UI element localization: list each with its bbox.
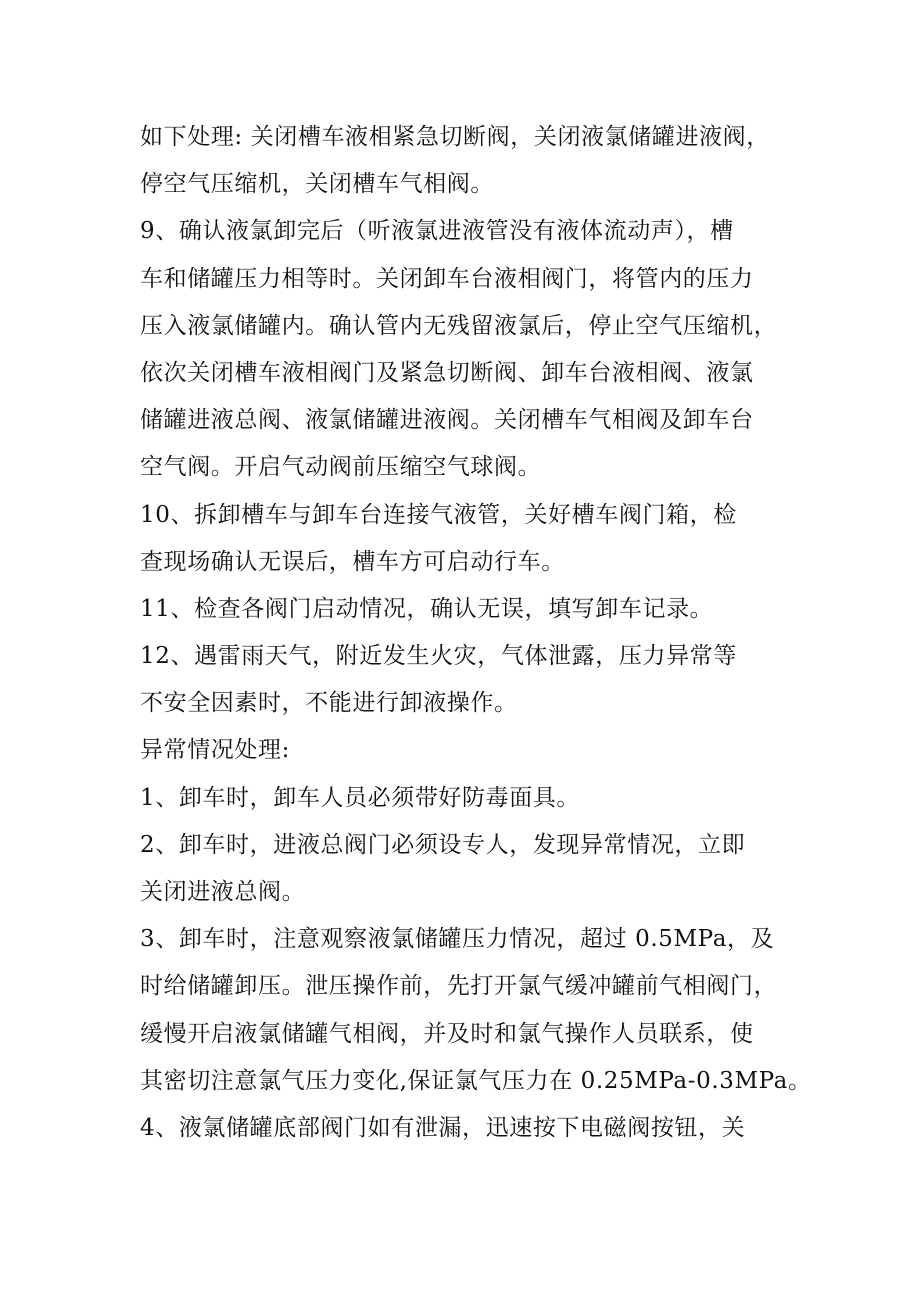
section-heading: 异常情况处理: xyxy=(140,737,290,764)
text-line: 4、液氯储罐底部阀门如有泄漏，迅速按下电磁阀按钮，关 xyxy=(140,1114,746,1141)
text-line: 12、遇雷雨天气，附近发生火灾，气体泄露，压力异常等 xyxy=(140,643,737,670)
text-line: 3、卸车时，注意观察液氯储罐压力情况，超过 0.5MPa，及 xyxy=(140,926,775,953)
text-line: 车和储罐压力相等时。关闭卸车台液相阀门，将管内的压力 xyxy=(140,265,754,292)
text-line: 10、拆卸槽车与卸车台连接气液管，关好槽车阀门箱，检 xyxy=(140,501,737,528)
text-line: 其密切注意氯气压力变化,保证氯气压力在 0.25MPa-0.3MPa。 xyxy=(140,1067,812,1094)
text-line: 2、卸车时，进液总阀门必须设专人，发现异常情况，立即 xyxy=(140,831,746,858)
document-body xyxy=(140,114,812,1152)
text-line: 缓慢开启液氯储罐气相阀，并及时和氯气操作人员联系，使 xyxy=(140,1020,754,1047)
text-line: 如下处理: 关闭槽车液相紧急切断阀，关闭液氯储罐进液阀， xyxy=(140,124,770,150)
text-line: 不安全因素时，不能进行卸液操作。 xyxy=(140,690,518,717)
text-line: 11、检查各阀门启动情况，确认无误，填写卸车记录。 xyxy=(140,595,714,622)
text-line: 关闭进液总阀。 xyxy=(140,879,306,905)
text-line: 时给储罐卸压。泄压操作前，先打开氯气缓冲罐前气相阀门， xyxy=(140,973,778,1000)
text-line: 储罐进液总阀、液氯储罐进液阀。关闭槽车气相阀及卸车台 xyxy=(140,407,754,434)
text-line: 停空气压缩机，关闭槽车气相阀。 xyxy=(140,171,494,198)
text-line: 9、确认液氯卸完后（听液氯进液管没有液体流动声），槽 xyxy=(140,218,734,245)
text-line: 依次关闭槽车液相阀门及紧急切断阀、卸车台液相阀、液氯 xyxy=(140,359,754,386)
text-line: 空气阀。开启气动阀前压缩空气球阀。 xyxy=(140,454,542,481)
text-line: 1、卸车时，卸车人员必须带好防毒面具。 xyxy=(140,784,581,811)
text-line: 查现场确认无误后，槽车方可启动行车。 xyxy=(140,548,565,575)
text-line: 压入液氯储罐内。确认管内无残留液氯后，停止空气压缩机， xyxy=(140,312,778,339)
